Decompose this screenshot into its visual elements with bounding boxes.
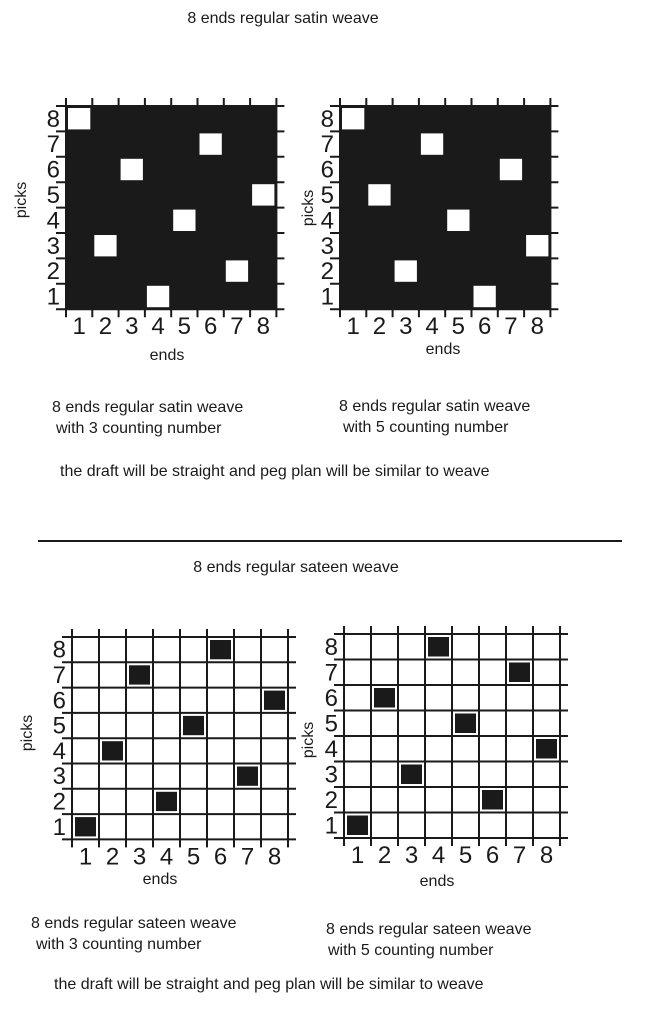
pick-number: 3	[324, 761, 338, 789]
pick-number: 2	[52, 788, 66, 816]
pick-number: 8	[320, 105, 334, 133]
end-number: 3	[404, 842, 419, 869]
satin-note: the draft will be straight and peg plan will be similar to weave	[60, 463, 490, 480]
pick-number: 4	[320, 207, 334, 235]
pick-number: 3	[320, 232, 334, 260]
end-number: 8	[267, 843, 282, 871]
pick-number: 4	[46, 207, 60, 235]
y-axis-label: picks	[300, 721, 317, 759]
end-number: 1	[346, 313, 360, 341]
weave-cell-black	[347, 816, 368, 836]
pick-number: 7	[52, 662, 66, 690]
end-number: 2	[377, 842, 392, 869]
pick-number: 8	[324, 633, 338, 661]
end-number: 3	[399, 313, 413, 341]
sateen-section-title: 8 ends regular sateen weave	[193, 559, 399, 576]
y-axis-label: picks	[300, 189, 317, 227]
x-axis-label: ends	[142, 871, 178, 888]
pick-number: 5	[324, 710, 338, 738]
pick-number: 2	[324, 786, 338, 814]
x-axis-label: ends	[419, 873, 455, 890]
pick-number: 8	[46, 105, 60, 133]
end-number: 5	[186, 843, 201, 871]
pick-number: 3	[52, 763, 66, 791]
satin-caption-2-line1: 8 ends regular satin weave	[339, 398, 531, 415]
end-number: 6	[213, 843, 228, 871]
end-number: 6	[477, 313, 492, 341]
end-number: 5	[458, 842, 473, 869]
end-number: 7	[240, 843, 255, 871]
weave-cell-black	[428, 637, 449, 657]
weave-cell-black	[482, 790, 503, 810]
end-number: 6	[485, 842, 500, 869]
satin-caption-1-line1: 8 ends regular satin weave	[52, 399, 244, 416]
weave-cell-black	[374, 688, 395, 708]
pick-number: 3	[46, 232, 60, 260]
pick-number: 6	[324, 684, 338, 712]
pick-number: 6	[52, 687, 66, 715]
end-number: 5	[177, 313, 192, 341]
sateen-caption-2-line2: with 5 counting number	[328, 942, 494, 959]
y-axis-label: picks	[19, 714, 36, 752]
pick-number: 1	[320, 283, 334, 311]
x-axis-label: ends	[425, 341, 461, 358]
pick-number: 4	[52, 737, 66, 765]
end-number: 7	[504, 313, 518, 341]
end-number: 2	[98, 313, 113, 341]
end-number: 1	[72, 313, 86, 341]
sateen-caption-2-line1: 8 ends regular sateen weave	[326, 921, 532, 938]
weave-cell-black	[401, 765, 422, 785]
satin-caption-1-line2: with 3 counting number	[56, 420, 222, 437]
pick-number: 7	[320, 131, 334, 159]
end-number: 8	[539, 842, 554, 869]
end-number: 2	[105, 843, 120, 871]
pick-number: 2	[320, 258, 334, 286]
pick-number: 7	[324, 659, 338, 687]
end-number: 4	[159, 843, 174, 871]
end-number: 4	[431, 842, 446, 869]
pick-number: 1	[324, 812, 338, 840]
weave-cell-black	[536, 739, 557, 759]
pick-number: 6	[46, 156, 60, 184]
pick-number: 4	[324, 735, 338, 763]
end-number: 8	[530, 313, 544, 341]
end-number: 1	[350, 842, 365, 869]
end-number: 1	[78, 843, 93, 871]
pick-number: 1	[52, 813, 66, 841]
pick-number: 6	[320, 156, 334, 184]
pick-number: 7	[46, 131, 60, 159]
pick-number: 5	[320, 182, 334, 210]
end-number: 5	[451, 313, 466, 341]
x-axis-label: ends	[149, 347, 185, 364]
end-number: 7	[512, 842, 527, 869]
end-number: 2	[372, 313, 387, 341]
end-number: 6	[203, 313, 218, 341]
sateen-caption-1-line1: 8 ends regular sateen weave	[31, 915, 237, 932]
y-axis-label: picks	[13, 181, 30, 219]
weave-cell-black	[455, 714, 476, 734]
pick-number: 1	[46, 283, 60, 311]
weave-cell-black	[509, 663, 530, 683]
end-number: 4	[425, 313, 439, 341]
satin-section-title: 8 ends regular satin weave	[187, 10, 379, 27]
end-number: 8	[256, 313, 270, 341]
pick-number: 5	[46, 182, 60, 210]
end-number: 3	[125, 313, 139, 341]
pick-number: 2	[46, 258, 60, 286]
end-number: 7	[230, 313, 244, 341]
end-number: 4	[151, 313, 165, 341]
sateen-caption-1-line2: with 3 counting number	[36, 936, 202, 953]
satin-caption-2-line2: with 5 counting number	[343, 419, 509, 436]
sateen-note: the draft will be straight and peg plan will be similar to weave	[54, 976, 484, 993]
pick-number: 5	[52, 712, 66, 740]
pick-number: 8	[52, 636, 66, 664]
end-number: 3	[132, 843, 147, 871]
